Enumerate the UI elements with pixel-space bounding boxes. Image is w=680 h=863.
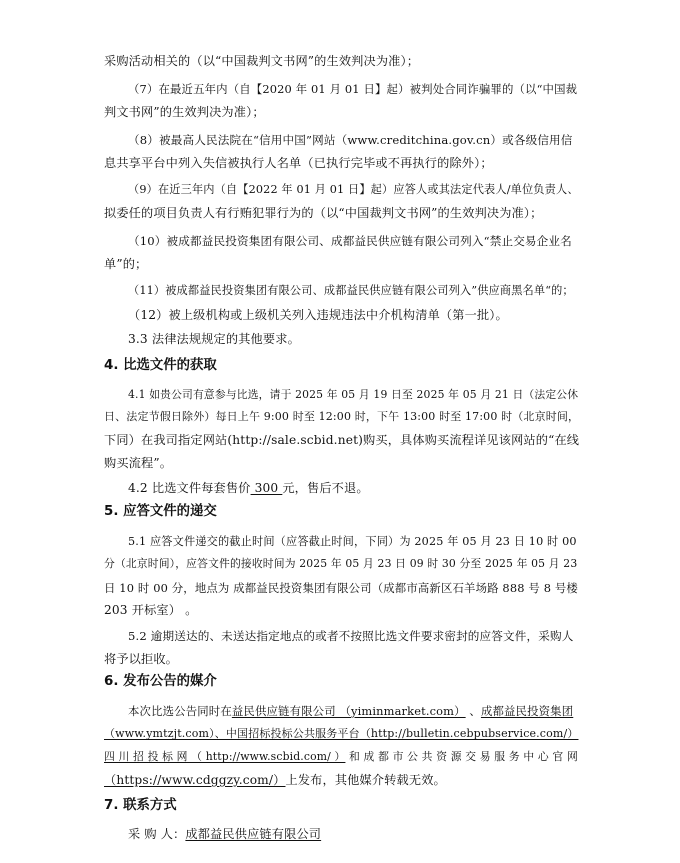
list-item-9-cont: 拟委任的项目负责人有行贿犯罪行为的（以“中国裁判文书网”的生效判决为准）； xyxy=(104,206,543,220)
list-item-9: （9）在近三年内（自【2022 年 01 月 01 日】起）应答人或其法定代表人/单位负责人、 xyxy=(128,183,579,196)
media-line xyxy=(104,749,578,765)
clause-3-3: 3.3 法律法规规定的其他要求。 xyxy=(128,332,300,346)
price-label: 4.2 比选文件每套售价 xyxy=(128,481,251,495)
media-text: 上发布，其他媒介转载无效。 xyxy=(285,773,446,787)
list-item-7: （7）在最近五年内（自【2020 年 01 月 01 日】起）被判处合同诈骗罪的（以“中国裁 xyxy=(128,82,578,96)
clause-5-1-cont: 日 10 时 00 分，地点为 成都益民投资集团有限公司（成都市高新区石羊场路 888 号 8 号楼 xyxy=(104,581,578,595)
list-item-11: （11）被成都益民投资集团有限公司、成都益民供应链有限公司列入”供应商黑名单“的； xyxy=(128,284,574,297)
price-value: 300 xyxy=(250,481,283,495)
clause-5-1: 5.1 应答文件递交的截止时间（应答截止时间，下同）为 2025 年 05 月 23 日 10 时 00 xyxy=(128,535,577,548)
contact-buyer xyxy=(128,826,578,842)
clause-4-1-cont: 购买流程”。 xyxy=(104,456,173,470)
list-item-8-cont: 息共享平台中列入失信被执行人名单（已执行完毕或不再执行的除外）； xyxy=(104,156,493,170)
list-item-8: （8）被最高人民法院在“信用中国”网站（www.creditchina.gov.cn）或各级信用信 xyxy=(128,133,573,147)
media-link-yimin[interactable]: 益民供应链有限公司 （yiminmarket.com） xyxy=(231,704,466,718)
section-4-heading: 4. 比选文件的获取 xyxy=(104,358,217,373)
clause-5-1-cont: 分（北京时间），应答文件的接收时间为 2025 年 05 月 23 日 09 时 30 分至 2025 年 05 月 23 xyxy=(104,557,578,570)
media-line xyxy=(104,772,578,788)
list-item-10: （10）被成都益民投资集团有限公司、成都益民供应链有限公司列入“禁止交易企业名 xyxy=(128,234,572,248)
buyer-label: 采 购 人： xyxy=(128,827,186,841)
buyer-value: 成都益民供应链有限公司 xyxy=(185,827,322,841)
list-item-7-cont: 判文书网”的生效判决为准）； xyxy=(104,105,265,119)
section-7-heading: 7. 联系方式 xyxy=(104,798,177,813)
media-text: 和 成 都 市 公 共 资 源 交 易 服 务 中 心 官 网 xyxy=(345,750,578,763)
media-link-cebpub[interactable]: （www.ymtzjt.com）、中国招标投标公共服务平台（http://bulletin.cebpubservice.com/） xyxy=(104,727,579,740)
media-intro: 本次比选公告同时在 xyxy=(128,704,232,718)
media-separator: 、 xyxy=(465,704,481,718)
media-link-cdggzy[interactable]: （https://www.cdggzy.com/） xyxy=(104,773,286,787)
paragraph-line: 采购活动相关的（以“中国裁判文书网”的生效判决为准）； xyxy=(104,54,420,68)
clause-4-1-cont: 下同）在我司指定网站(http://sale.scbid.net)购买，具体购买流程详见该网站的“在线 xyxy=(104,433,580,447)
media-link-scbid[interactable]: 四 川 招 投 标 网 （ http://www.scbid.com/ ） xyxy=(104,750,346,763)
clause-5-2: 5.2 逾期送达的、未送达指定地点的或者不按照比选文件要求密封的应答文件，采购人 xyxy=(128,629,574,643)
section-5-heading: 5. 应答文件的递交 xyxy=(104,504,217,519)
section-6-heading: 6. 发布公告的媒介 xyxy=(104,674,217,689)
list-item-10-cont: 单”的； xyxy=(104,257,148,271)
clause-5-2-cont: 将予以拒收。 xyxy=(104,652,179,666)
clause-5-1-cont: 203 开标室） 。 xyxy=(104,603,198,617)
media-line xyxy=(128,703,578,719)
list-item-12: （12）被上级机构或上级机关列入违规违法中介机构清单（第一批）。 xyxy=(128,308,508,322)
price-suffix: 元，售后不退。 xyxy=(282,481,369,495)
clause-4-1-cont: 日、法定节假日除外）每日上午 9:00 时至 12:00 时，下午 13:00 时至 17:00 时（北京时间， xyxy=(104,410,580,423)
clause-4-2 xyxy=(128,480,578,496)
clause-4-1: 4.1 如贵公司有意参与比选，请于 2025 年 05 月 19 日至 2025 年 05 月 21 日（法定公休 xyxy=(128,388,579,401)
media-link-ymtzjt[interactable]: 成都益民投资集团 xyxy=(480,704,574,718)
